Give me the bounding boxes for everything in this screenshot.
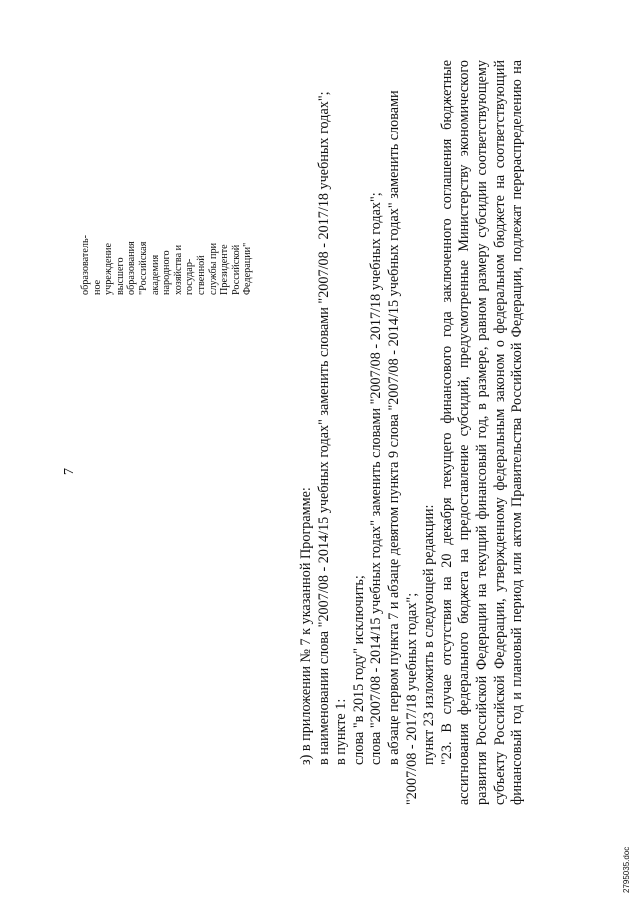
table-fragment-line: службы при — [207, 242, 219, 295]
paragraph: в пункте 1: — [333, 698, 350, 765]
table-fragment-line: ное — [91, 279, 103, 295]
table-fragment-line: государ- — [184, 258, 196, 295]
table-fragment-line: высшего — [114, 257, 126, 295]
paragraph: пункт 23 изложить в следующей редакции: — [421, 504, 438, 765]
paragraph-line: "23. В случае отсутствия на 20 декабря текущего финансового года заключенного соглашения бюджетные — [438, 60, 455, 765]
paragraph-continuation: "2007/08 - 2017/18 учебных годах"; — [403, 592, 420, 805]
table-fragment-line: образователь- — [80, 235, 91, 295]
table-fragment-line: образования — [126, 241, 138, 295]
paragraph-line: субъекту Российской Федерации, утвержденному федеральным законом о федеральном бюджете на соответствующий — [491, 60, 508, 805]
table-fragment-line: академия — [149, 254, 161, 295]
table-fragment-line: учреждение — [103, 242, 115, 295]
table-fragment-line: Президенте — [219, 244, 231, 295]
table-fragment-line: хозяйства и — [172, 244, 184, 295]
table-fragment-line: "Российская — [137, 241, 149, 295]
paragraph: в абзаце первом пункта 7 и абзаце девятом пункта 9 слова "2007/08 - 2014/15 учебных годах" заменить словами — [385, 90, 402, 765]
paragraph-line: финансовый год и плановый период или актом Правительства Российской Федерации, подлежат перераспределению на — [509, 60, 526, 805]
paragraph: слова "в 2015 году" исключить; — [350, 575, 367, 765]
table-fragment — [80, 75, 254, 295]
paragraph: слова "2007/08 - 2014/15 учебных годах" заменить словами "2007/08 - 2017/18 учебных годах"; — [368, 192, 385, 765]
document-code: 2795035.doc — [622, 846, 631, 893]
table-fragment-line: ственной — [195, 255, 207, 295]
document-body — [298, 60, 527, 805]
table-fragment-line: Российской — [230, 244, 242, 295]
paragraph: з) в приложении № 7 к указанной Программе: — [298, 487, 314, 765]
paragraph-line: ассигнования федерального бюджета на предоставление субсидий, предусмотренные Министерству экономического — [456, 60, 473, 805]
page-number: 7 — [62, 468, 77, 475]
paragraph: в наименовании слова "2007/08 - 2014/15 учебных годах" заменить словами "2007/08 - 2017/18 учебных годах"; — [315, 91, 332, 765]
table-fragment-line: Федерации" — [242, 242, 254, 295]
paragraph-line: развития Российской Федерации на текущий финансовый год, в размере, равном размеру субсидии соответствующему — [473, 60, 490, 805]
table-fragment-line: народного — [161, 250, 173, 295]
